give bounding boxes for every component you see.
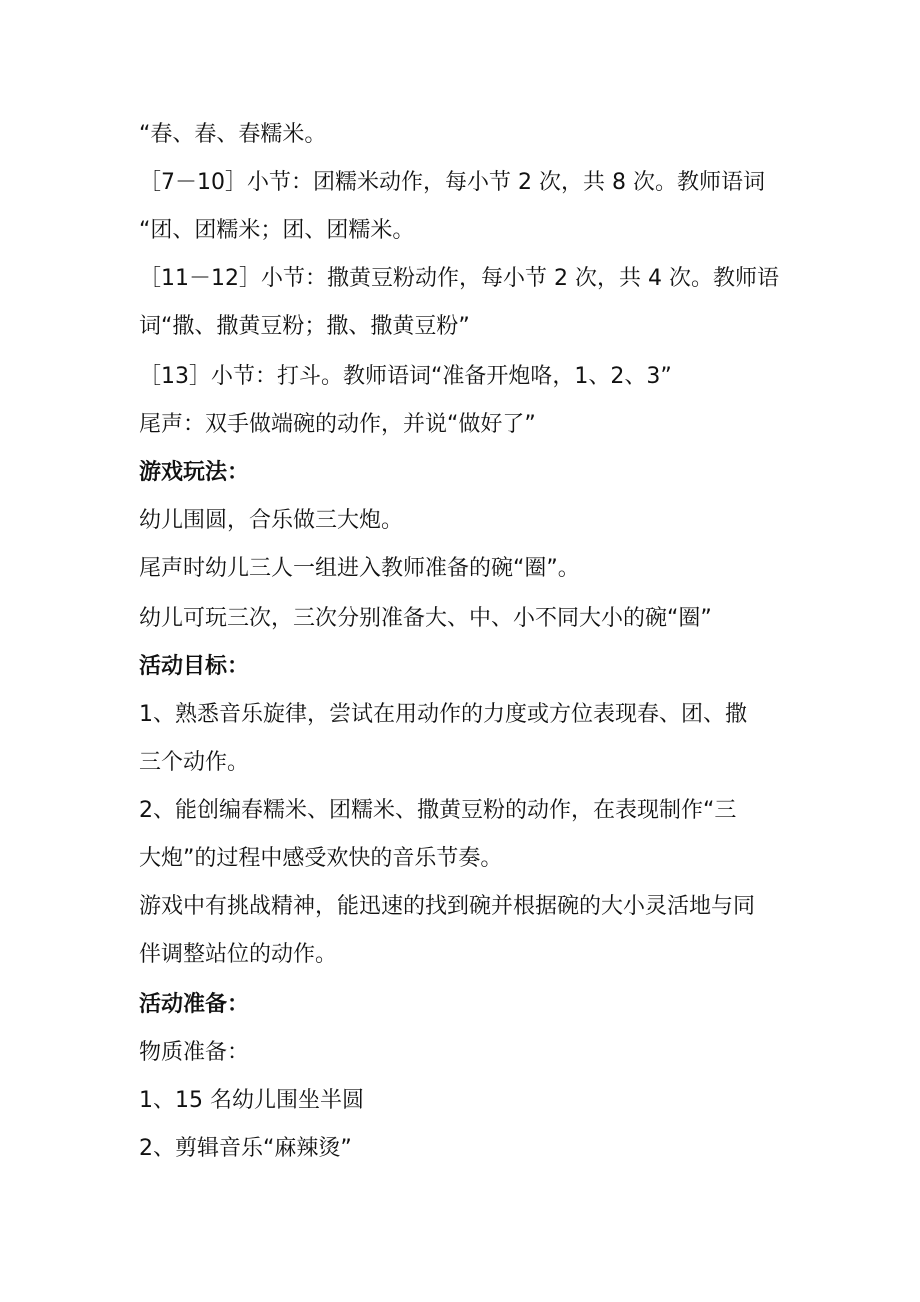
text-line: 1、15 名幼儿围坐半圆 <box>139 1088 364 1113</box>
text-line: 2、剪辑音乐“麻辣烫” <box>139 1136 352 1161</box>
section-heading-game-rules: 游戏玩法： <box>139 460 250 485</box>
text-line: 大炮”的过程中感受欢快的音乐节奏。 <box>139 846 503 871</box>
text-line: “团、团糯米；团、团糯米。 <box>139 218 415 243</box>
text-line: 词“撒、撒黄豆粉；撒、撒黄豆粉” <box>139 314 470 339</box>
text-line: “春、春、春糯米。 <box>139 122 327 147</box>
text-line: ［7－10］小节：团糯米动作，每小节 2 次，共 8 次。教师语词 <box>139 170 765 195</box>
text-line: 幼儿可玩三次，三次分别准备大、中、小不同大小的碗“圈” <box>139 606 712 631</box>
text-line: 三个动作。 <box>139 750 250 775</box>
text-line: 幼儿围圆，合乐做三大炮。 <box>139 508 404 533</box>
text-line: 游戏中有挑战精神，能迅速的找到碗并根据碗的大小灵活地与同 <box>139 894 756 919</box>
text-line: 物质准备： <box>139 1040 250 1065</box>
text-line: ［11－12］小节：撒黄豆粉动作，每小节 2 次，共 4 次。教师语 <box>139 266 779 291</box>
text-line: 2、能创编春糯米、团糯米、撒黄豆粉的动作，在表现制作“三 <box>139 798 737 823</box>
text-line: 尾声时幼儿三人一组进入教师准备的碗“圈”。 <box>139 556 580 581</box>
section-heading-preparation: 活动准备： <box>139 992 250 1017</box>
text-line: ［13］小节：打斗。教师语词“准备开炮咯，1、2、3” <box>139 364 672 389</box>
text-line: 伴调整站位的动作。 <box>139 942 338 967</box>
text-line: 1、熟悉音乐旋律，尝试在用动作的力度或方位表现春、团、撒 <box>139 702 747 727</box>
section-heading-goals: 活动目标： <box>139 654 250 679</box>
text-line: 尾声：双手做端碗的动作，并说“做好了” <box>139 412 536 437</box>
